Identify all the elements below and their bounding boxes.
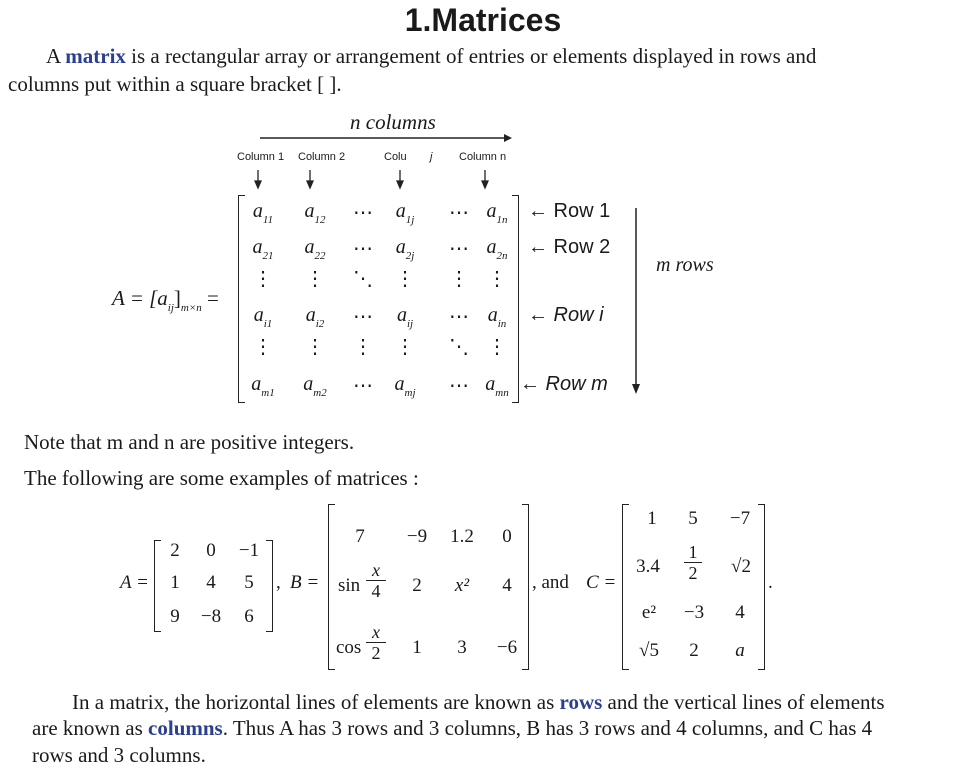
matrix-b-frac-cos: x 2: [366, 622, 386, 663]
matrix-c-cell: a: [735, 640, 745, 661]
matrix-entry: ⋯: [353, 202, 373, 224]
matrix-a-cell: 4: [206, 572, 216, 593]
matrix-c-right-bracket: [758, 504, 765, 670]
page-title: 1.Matrices: [404, 2, 562, 38]
matrix-c-cell: 2: [689, 640, 699, 661]
matrix-entry: $a_{m2}$: [303, 373, 327, 399]
matrix-entry: ⋮: [395, 268, 415, 290]
matrix-c-cell: 3.4: [636, 556, 660, 577]
matrix-entry: $a_{i1}$: [253, 304, 273, 330]
matrix-entry: $a_{in}$: [487, 304, 507, 330]
keyword-columns: columns: [148, 716, 223, 740]
matrix-entry: ⋯: [353, 375, 373, 397]
matrix-entry: ⋱: [353, 268, 373, 290]
matrix-entry: ⋮: [305, 336, 325, 358]
m-rows-arrow: [628, 206, 644, 396]
matrix-a-cell: 9: [170, 606, 180, 627]
column-j-header: Colu: [384, 151, 407, 163]
matrix-a-cell: 0: [206, 540, 216, 561]
matrix-left-bracket: [238, 195, 245, 403]
matrix-a-cell: 2: [170, 540, 180, 561]
column-2-header: Column 2: [298, 151, 346, 163]
matrix-entry: $a_{ij}$: [396, 304, 414, 330]
matrix-entry: ⋯: [353, 306, 373, 328]
matrix-b-frac-sin: x 4: [366, 560, 386, 601]
matrix-b-cell: −6: [496, 637, 518, 658]
matrix-entry: $a_{mj}$: [394, 373, 416, 399]
matrix-entry: $a_{1j}$: [395, 200, 415, 226]
closing-text: In a matrix, the horizontal lines of elements are known as: [72, 690, 560, 714]
matrix-right-bracket: [512, 195, 519, 403]
matrix-b-label: B =: [290, 572, 320, 593]
matrix-a-cell: 6: [244, 606, 254, 627]
closing-text: . Thus A has 3 rows and 3 columns, B has 3 rows and 4 columns, and C has 4: [222, 716, 873, 740]
matrix-entry: $a_{11}$: [252, 200, 274, 226]
matrix-entry: ⋮: [487, 336, 507, 358]
matrix-b-cell: x²: [454, 575, 470, 596]
matrix-entry: $a_{21}$: [252, 236, 274, 262]
matrix-b-cell: 1.2: [450, 526, 474, 547]
matrix-c-cell: 1: [647, 508, 657, 529]
matrix-b-cell: 3: [457, 637, 467, 658]
matrix-b-cos: cos: [336, 637, 362, 658]
matrix-b-cell: 0: [502, 526, 512, 547]
keyword-rows: rows: [559, 690, 603, 714]
matrix-c-cell: 4: [735, 602, 745, 623]
n-columns-label: n columns: [350, 110, 436, 134]
matrix-b-sin: sin: [338, 575, 361, 596]
matrix-c-cell: √5: [639, 640, 659, 661]
matrix-entry: ⋮: [395, 336, 415, 358]
matrix-a-label: A =: [120, 572, 149, 593]
keyword-matrix: matrix: [65, 44, 126, 68]
row-m-label: ← Row m: [520, 373, 608, 395]
m-rows-label: m rows: [656, 254, 714, 276]
separator-and: , and: [532, 572, 569, 593]
matrix-entry: $a_{1n}$: [486, 200, 508, 226]
intro-line-1: [46, 42, 946, 70]
matrix-entry: ⋯: [449, 202, 469, 224]
matrix-entry: $a_{i2}$: [305, 304, 325, 330]
intro-line-2: columns put within a square bracket [ ].: [8, 72, 342, 96]
matrix-c-label: C =: [586, 572, 617, 593]
closing-line-3: rows and 3 columns.: [32, 743, 206, 767]
intro-text: is a rectangular array or arrangement of entries or elements displayed in rows and: [125, 44, 817, 68]
matrix-entry: ⋱: [449, 336, 469, 358]
matrix-a-cell: −1: [238, 540, 260, 561]
end-period: .: [768, 572, 773, 593]
column-n-header: Column n: [459, 151, 507, 163]
column-j-index: j: [430, 151, 433, 163]
row-1-label: ← Row 1: [528, 200, 611, 222]
separator-comma: ,: [276, 572, 281, 593]
closing-text: are known as: [32, 716, 149, 740]
row-i-label: ← Row i: [528, 304, 604, 326]
matrix-entry: $a_{mn}$: [485, 373, 509, 399]
matrix-entry: $a_{22}$: [304, 236, 326, 262]
n-columns-arrow: [258, 130, 514, 146]
matrix-entry: ⋯: [449, 306, 469, 328]
matrix-entry: ⋯: [353, 238, 373, 260]
row-2-label: ← Row 2: [528, 236, 611, 258]
matrix-b-cell: 1: [412, 637, 422, 658]
matrix-entry: ⋮: [305, 268, 325, 290]
matrix-entry: ⋮: [353, 336, 373, 358]
matrix-b-cell: 2: [412, 575, 422, 596]
matrix-a-cell: 5: [244, 572, 254, 593]
matrix-b-cell: 4: [502, 575, 512, 596]
column-arrows: [250, 168, 500, 190]
matrix-c-left-bracket: [622, 504, 629, 670]
matrix-c-cell: e²: [641, 602, 657, 623]
matrix-b-right-bracket: [522, 504, 529, 670]
matrix-definition-lhs: $A = [a_{ij}]_{m\times n}$ =: [112, 286, 219, 314]
matrix-entry: $a_{m1}$: [251, 373, 275, 399]
closing-line-2: [32, 714, 872, 742]
matrix-b-cell: 7: [355, 526, 365, 547]
matrix-a-cell: 1: [170, 572, 180, 593]
note-text: Note that m and n are positive integers.: [24, 430, 355, 454]
matrix-b-left-bracket: [328, 504, 335, 670]
column-1-header: Column 1: [237, 151, 285, 163]
matrix-entry: ⋮: [487, 268, 507, 290]
matrix-entry: $a_{2j}$: [395, 236, 415, 262]
matrix-c-cell: −7: [729, 508, 751, 529]
matrix-a-right-bracket: [266, 540, 273, 632]
matrix-entry: ⋮: [253, 336, 273, 358]
matrix-entry: ⋯: [449, 375, 469, 397]
intro-text: A: [46, 44, 66, 68]
matrix-entry: ⋮: [449, 268, 469, 290]
matrix-entry: ⋯: [449, 238, 469, 260]
examples-intro: The following are some examples of matrices :: [24, 466, 419, 490]
matrix-c-frac-half: 1 2: [684, 542, 702, 583]
closing-line-1: [72, 688, 885, 716]
closing-text: and the vertical lines of elements: [602, 690, 885, 714]
matrix-c-cell: −3: [683, 602, 705, 623]
matrix-b-cell: −9: [406, 526, 428, 547]
matrix-a-cell: −8: [200, 606, 222, 627]
matrix-c-cell: 5: [688, 508, 698, 529]
matrix-entry: ⋮: [253, 268, 273, 290]
matrix-c-cell: √2: [731, 556, 751, 577]
matrix-entry: $a_{2n}$: [486, 236, 508, 262]
matrix-entry: $a_{12}$: [304, 200, 326, 226]
